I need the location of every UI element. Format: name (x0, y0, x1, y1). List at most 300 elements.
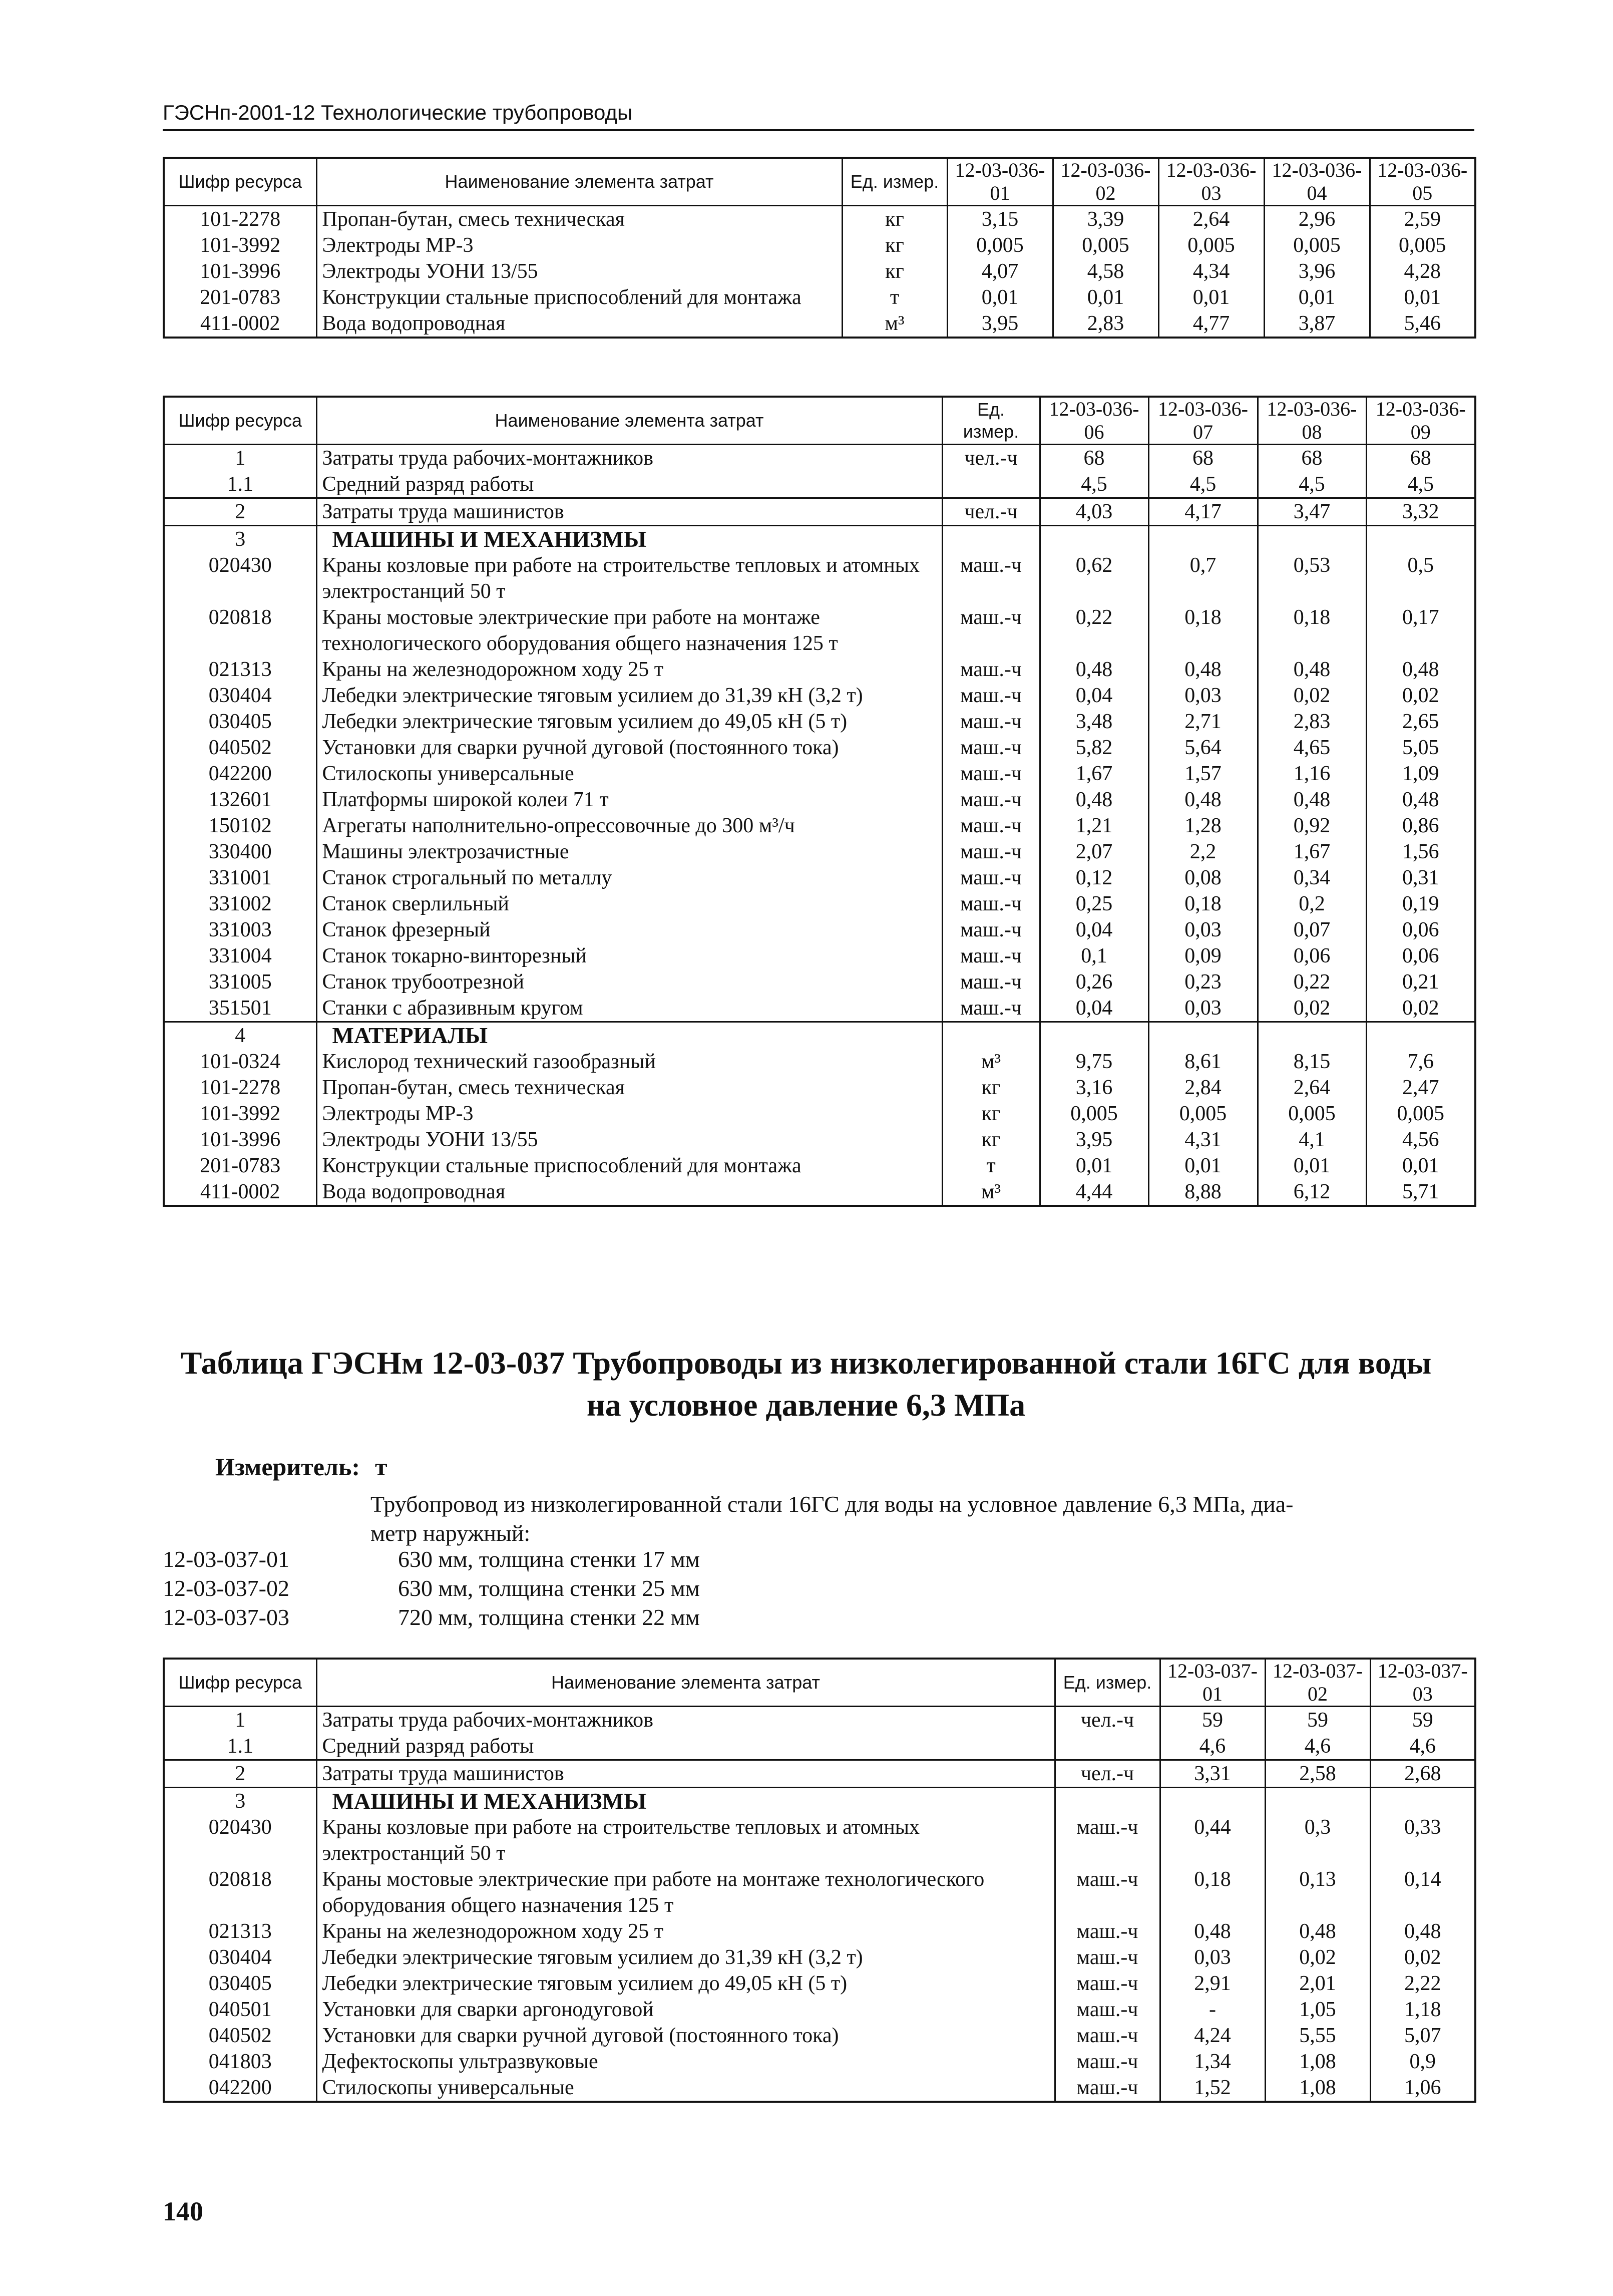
cell-value: 68 (1148, 445, 1258, 472)
cell-value: 0,19 (1366, 891, 1475, 917)
cell-name: Станок строгальный по металлу (316, 865, 942, 891)
cell-name: Станки с абразивным кругом (316, 995, 942, 1022)
cell-code: 411-0002 (164, 310, 316, 338)
cell-value: 0,48 (1258, 787, 1366, 813)
cell-value: 0,92 (1258, 813, 1366, 839)
cell-unit: м³ (942, 1179, 1040, 1206)
cell-value: 0,53 (1258, 552, 1366, 604)
cell-code: 2 (164, 498, 316, 526)
cell-unit: маш.-ч (942, 813, 1040, 839)
table-row (164, 604, 1475, 657)
table-row (164, 1814, 1475, 1866)
cell-value: 0,48 (1366, 787, 1475, 813)
variant-item (163, 1574, 700, 1603)
cell-code: 101-3992 (164, 1101, 316, 1127)
cell-value: 68 (1040, 445, 1148, 472)
cell-value: 3,39 (1053, 206, 1158, 233)
cell-name: Краны козловые при работе на строительстве тепловых и атомных электростанций 50 т (316, 1814, 1055, 1866)
cell-value: 8,61 (1148, 1049, 1258, 1075)
col-header-norm: 12-03-036-03 (1158, 158, 1264, 206)
col-header-name: Наименование элемента затрат (316, 158, 842, 206)
cell-value: 2,64 (1258, 1075, 1366, 1101)
cell-value: 9,75 (1040, 1049, 1148, 1075)
cell-value: 0,01 (1264, 284, 1370, 310)
cell-value: - (1160, 1997, 1265, 2023)
cell-name: МАТЕРИАЛЫ (316, 1022, 942, 1049)
cell-value: 3,47 (1258, 498, 1366, 526)
cell-value: 68 (1258, 445, 1366, 472)
cell-value: 0,5 (1366, 552, 1475, 604)
table-row (164, 2075, 1475, 2102)
cell-code: 1.1 (164, 1733, 316, 1760)
table-header-row (164, 397, 1475, 445)
cell-value: 0,48 (1040, 787, 1148, 813)
cell-unit (942, 471, 1040, 498)
cell-unit (942, 526, 1040, 553)
table-row (164, 1153, 1475, 1179)
cell-value: 0,33 (1370, 1814, 1475, 1866)
cell-value: 0,02 (1366, 995, 1475, 1022)
cell-unit: чел.-ч (942, 498, 1040, 526)
col-header-norm: 12-03-037-03 (1370, 1659, 1475, 1707)
cell-value: 0,005 (1158, 232, 1264, 258)
cell-value: 2,07 (1040, 839, 1148, 865)
variant-item (163, 1545, 700, 1574)
cell-value: 0,48 (1148, 787, 1258, 813)
cell-name: Кислород технический газообразный (316, 1049, 942, 1075)
cell-value: 4,34 (1158, 258, 1264, 284)
cell-name: Платформы широкой колеи 71 т (316, 787, 942, 813)
cell-code: 331005 (164, 969, 316, 995)
cell-code: 041803 (164, 2049, 316, 2075)
cell-value: 8,88 (1148, 1179, 1258, 1206)
cell-value: 0,86 (1366, 813, 1475, 839)
cell-unit: маш.-ч (942, 709, 1040, 735)
cell-unit (942, 1022, 1040, 1049)
cell-name: Электроды МР-3 (316, 1101, 942, 1127)
cell-name: Затраты труда рабочих-монтажников (316, 1707, 1055, 1734)
cell-value: 0,02 (1370, 1944, 1475, 1971)
cell-value: 0,09 (1148, 943, 1258, 969)
cell-code: 4 (164, 1022, 316, 1049)
cell-value: 0,18 (1258, 604, 1366, 657)
cell-value: 2,96 (1264, 206, 1370, 233)
cell-name: Станок сверлильный (316, 891, 942, 917)
cell-name: Станок токарно-винторезный (316, 943, 942, 969)
cell-code: 330400 (164, 839, 316, 865)
cell-unit: маш.-ч (1055, 2023, 1160, 2049)
cell-value: 3,87 (1264, 310, 1370, 338)
cell-code: 101-3996 (164, 258, 316, 284)
variant-item (163, 1603, 700, 1632)
table-title (125, 1342, 1487, 1426)
cell-unit: маш.-ч (1055, 1997, 1160, 2023)
cell-value: 59 (1370, 1707, 1475, 1734)
table-header-row (164, 158, 1475, 206)
cell-name: Краны мостовые электрические при работе на монтаже технологического оборудования общего назначения 125 т (316, 1866, 1055, 1918)
cell-unit: маш.-ч (942, 761, 1040, 787)
cell-name: Вода водопроводная (316, 310, 842, 338)
meter (215, 1452, 387, 1481)
cell-name: Агрегаты наполнительно-опрессовочные до 300 м³/ч (316, 813, 942, 839)
cell-value: 59 (1160, 1707, 1265, 1734)
col-header-norm: 12-03-037-01 (1160, 1659, 1265, 1707)
cell-value: 2,2 (1148, 839, 1258, 865)
cell-code: 040502 (164, 2023, 316, 2049)
cell-value: 0,23 (1148, 969, 1258, 995)
cell-value: 0,48 (1366, 657, 1475, 683)
cell-value: 4,5 (1040, 471, 1148, 498)
cell-value (1148, 1022, 1258, 1049)
col-header-norm: 12-03-036-08 (1258, 397, 1366, 445)
cell-value: 5,07 (1370, 2023, 1475, 2049)
cell-value (1040, 526, 1148, 553)
meter-value: т (375, 1453, 387, 1481)
cell-name: Краны козловые при работе на строительстве тепловых и атомных электростанций 50 т (316, 552, 942, 604)
cell-code: 030405 (164, 709, 316, 735)
resource-table-036-01-05 (163, 157, 1476, 339)
table-row (164, 206, 1475, 233)
cell-code: 101-3992 (164, 232, 316, 258)
cell-value (1258, 1022, 1366, 1049)
cell-value: 2,22 (1370, 1971, 1475, 1997)
cell-value: 3,16 (1040, 1075, 1148, 1101)
cell-value: 0,07 (1258, 917, 1366, 943)
cell-value: 0,18 (1160, 1866, 1265, 1918)
cell-name: Электроды МР-3 (316, 232, 842, 258)
cell-value: 1,56 (1366, 839, 1475, 865)
cell-name: Лебедки электрические тяговым усилием до 31,39 кН (3,2 т) (316, 683, 942, 709)
cell-value: 0,005 (1258, 1101, 1366, 1127)
table-row (164, 969, 1475, 995)
cell-value: 3,32 (1366, 498, 1475, 526)
cell-name: Установки для сварки аргонодуговой (316, 1997, 1055, 2023)
cell-name: Стилоскопы универсальные (316, 761, 942, 787)
cell-value: 0,02 (1258, 683, 1366, 709)
cell-value: 3,95 (1040, 1127, 1148, 1153)
cell-unit: маш.-ч (942, 839, 1040, 865)
cell-value: 4,6 (1370, 1733, 1475, 1760)
cell-value: 4,5 (1366, 471, 1475, 498)
cell-value: 4,24 (1160, 2023, 1265, 2049)
page-number: 140 (163, 2196, 203, 2226)
cell-value: 4,31 (1148, 1127, 1258, 1153)
table-row (164, 657, 1475, 683)
cell-unit: маш.-ч (1055, 1918, 1160, 1944)
cell-name: Дефектоскопы ультразвуковые (316, 2049, 1055, 2075)
cell-code: 020818 (164, 604, 316, 657)
table-row (164, 1707, 1475, 1734)
cell-unit: кг (942, 1127, 1040, 1153)
cell-value: 0,005 (1264, 232, 1370, 258)
cell-value: 0,02 (1366, 683, 1475, 709)
table-row (164, 1179, 1475, 1206)
cell-code: 150102 (164, 813, 316, 839)
cell-unit: чел.-ч (942, 445, 1040, 472)
cell-value: 0,06 (1366, 943, 1475, 969)
cell-value: 4,58 (1053, 258, 1158, 284)
cell-unit: маш.-ч (942, 552, 1040, 604)
cell-unit: м³ (842, 310, 947, 338)
cell-value: 3,31 (1160, 1760, 1265, 1788)
cell-value: 3,96 (1264, 258, 1370, 284)
cell-value: 1,06 (1370, 2075, 1475, 2102)
col-header-norm: 12-03-036-09 (1366, 397, 1475, 445)
cell-value: 5,71 (1366, 1179, 1475, 1206)
table-row (164, 552, 1475, 604)
cell-value: 5,82 (1040, 735, 1148, 761)
section-row (164, 1022, 1475, 1049)
table-row (164, 1944, 1475, 1971)
variant-code: 12-03-037-01 (163, 1546, 289, 1572)
cell-value: 6,12 (1258, 1179, 1366, 1206)
cell-value: 0,01 (1040, 1153, 1148, 1179)
cell-name: Электроды УОНИ 13/55 (316, 258, 842, 284)
table-title-line: Таблица ГЭСНм 12-03-037 Трубопроводы из низколегированной стали 16ГС для воды (180, 1345, 1432, 1381)
cell-value: 0,03 (1148, 995, 1258, 1022)
cell-value: 0,48 (1040, 657, 1148, 683)
table-row (164, 498, 1475, 526)
cell-name: МАШИНЫ И МЕХАНИЗМЫ (316, 526, 942, 553)
cell-value: 3,48 (1040, 709, 1148, 735)
col-header-unit: Ед. измер. (842, 158, 947, 206)
cell-code: 020430 (164, 1814, 316, 1866)
cell-value: 2,59 (1370, 206, 1475, 233)
cell-value: 0,08 (1148, 865, 1258, 891)
cell-value: 0,18 (1148, 891, 1258, 917)
cell-unit: маш.-ч (942, 735, 1040, 761)
table-body (164, 445, 1475, 1206)
table-row (164, 865, 1475, 891)
variant-text: 630 мм, толщина стенки 25 мм (398, 1575, 700, 1601)
cell-value: 0,005 (947, 232, 1053, 258)
table-title-line: на условное давление 6,3 МПа (586, 1387, 1026, 1423)
cell-name: Пропан-бутан, смесь техническая (316, 1075, 942, 1101)
cell-name: Пропан-бутан, смесь техническая (316, 206, 842, 233)
cell-value: 0,3 (1265, 1814, 1370, 1866)
cell-value: 0,01 (1258, 1153, 1366, 1179)
cell-code: 331001 (164, 865, 316, 891)
cell-unit: маш.-ч (942, 657, 1040, 683)
cell-name: Затраты труда машинистов (316, 498, 942, 526)
cell-value: 0,34 (1258, 865, 1366, 891)
table-row (164, 1971, 1475, 1997)
cell-value: 0,13 (1265, 1866, 1370, 1918)
cell-value: 1,28 (1148, 813, 1258, 839)
cell-name: Средний разряд работы (316, 1733, 1055, 1760)
cell-value: 3,95 (947, 310, 1053, 338)
cell-value: 2,65 (1366, 709, 1475, 735)
cell-code: 3 (164, 1788, 316, 1815)
cell-value: 4,28 (1370, 258, 1475, 284)
cell-value (1265, 1788, 1370, 1815)
table-row (164, 761, 1475, 787)
cell-name: Вода водопроводная (316, 1179, 942, 1206)
cell-value: 68 (1366, 445, 1475, 472)
cell-unit: маш.-ч (942, 604, 1040, 657)
cell-code: 020818 (164, 1866, 316, 1918)
section-row (164, 1788, 1475, 1815)
cell-value: 0,03 (1148, 917, 1258, 943)
cell-name: Установки для сварки ручной дуговой (постоянного тока) (316, 2023, 1055, 2049)
cell-unit: маш.-ч (1055, 1944, 1160, 1971)
cell-unit: маш.-ч (1055, 1971, 1160, 1997)
table-row (164, 683, 1475, 709)
cell-unit: кг (842, 258, 947, 284)
col-header-norm: 12-03-037-02 (1265, 1659, 1370, 1707)
table-row (164, 839, 1475, 865)
work-description (370, 1490, 1487, 1548)
cell-name: Затраты труда рабочих-монтажников (316, 445, 942, 472)
cell-code: 101-2278 (164, 206, 316, 233)
cell-value: 1,34 (1160, 2049, 1265, 2075)
cell-name: Лебедки электрические тяговым усилием до 31,39 кН (3,2 т) (316, 1944, 1055, 1971)
table-row (164, 735, 1475, 761)
cell-value: 0,06 (1258, 943, 1366, 969)
cell-value: 0,02 (1258, 995, 1366, 1022)
col-header-code: Шифр ресурса (164, 1659, 316, 1707)
cell-value: 0,01 (947, 284, 1053, 310)
cell-value (1040, 1022, 1148, 1049)
table-row (164, 1997, 1475, 2023)
table-row (164, 310, 1475, 338)
cell-value: 0,1 (1040, 943, 1148, 969)
col-header-unit: Ед. измер. (942, 397, 1040, 445)
cell-name: Электроды УОНИ 13/55 (316, 1127, 942, 1153)
cell-value: 1,05 (1265, 1997, 1370, 2023)
cell-code: 101-2278 (164, 1075, 316, 1101)
cell-value: 0,005 (1040, 1101, 1148, 1127)
cell-unit (1055, 1733, 1160, 1760)
cell-code: 020430 (164, 552, 316, 604)
table-row (164, 1760, 1475, 1788)
table-row (164, 1049, 1475, 1075)
cell-value: 4,07 (947, 258, 1053, 284)
cell-value: 0,03 (1148, 683, 1258, 709)
cell-value: 0,22 (1040, 604, 1148, 657)
cell-value: 0,25 (1040, 891, 1148, 917)
cell-value: 0,7 (1148, 552, 1258, 604)
cell-value: 2,01 (1265, 1971, 1370, 1997)
table-row (164, 1733, 1475, 1760)
cell-name: Краны мостовые электрические при работе на монтаже технологического оборудования общего назначения 125 т (316, 604, 942, 657)
col-header-unit: Ед. измер. (1055, 1659, 1160, 1707)
cell-value: 0,06 (1366, 917, 1475, 943)
cell-value: 1,08 (1265, 2075, 1370, 2102)
cell-unit: маш.-ч (942, 995, 1040, 1022)
table-header-row (164, 1659, 1475, 1707)
cell-code: 021313 (164, 657, 316, 683)
cell-unit: маш.-ч (942, 969, 1040, 995)
description-line: Трубопровод из низколегированной стали 16ГС для воды на условное давление 6,3 МПа, диа- (370, 1491, 1294, 1517)
cell-value: 4,17 (1148, 498, 1258, 526)
table-row (164, 787, 1475, 813)
cell-code: 351501 (164, 995, 316, 1022)
col-header-code: Шифр ресурса (164, 158, 316, 206)
cell-unit: маш.-ч (942, 917, 1040, 943)
cell-value: 4,77 (1158, 310, 1264, 338)
cell-value: 0,01 (1366, 1153, 1475, 1179)
table-row (164, 1866, 1475, 1918)
cell-value: 1,67 (1040, 761, 1148, 787)
cell-value: 0,01 (1370, 284, 1475, 310)
cell-value: 7,6 (1366, 1049, 1475, 1075)
table-row (164, 2023, 1475, 2049)
cell-value: 0,04 (1040, 917, 1148, 943)
cell-value: 0,26 (1040, 969, 1148, 995)
cell-value: 2,71 (1148, 709, 1258, 735)
cell-value: 1,52 (1160, 2075, 1265, 2102)
cell-value: 2,84 (1148, 1075, 1258, 1101)
table-row (164, 1918, 1475, 1944)
cell-code: 021313 (164, 1918, 316, 1944)
cell-name: Средний разряд работы (316, 471, 942, 498)
table-row (164, 284, 1475, 310)
running-title: ГЭСНп-2001-12 Технологические трубопроводы (163, 100, 1474, 131)
cell-value: 1,57 (1148, 761, 1258, 787)
cell-value: 5,55 (1265, 2023, 1370, 2049)
cell-value: 0,005 (1148, 1101, 1258, 1127)
cell-value: 4,6 (1160, 1733, 1265, 1760)
col-header-norm: 12-03-036-04 (1264, 158, 1370, 206)
cell-name: Краны на железнодорожном ходу 25 т (316, 1918, 1055, 1944)
cell-unit: т (842, 284, 947, 310)
table-row (164, 709, 1475, 735)
cell-name: Стилоскопы универсальные (316, 2075, 1055, 2102)
cell-value: 4,5 (1148, 471, 1258, 498)
cell-name: Установки для сварки ручной дуговой (постоянного тока) (316, 735, 942, 761)
cell-value: 1,67 (1258, 839, 1366, 865)
cell-value: 5,64 (1148, 735, 1258, 761)
cell-value: 0,48 (1148, 657, 1258, 683)
cell-code: 040502 (164, 735, 316, 761)
col-header-norm: 12-03-036-07 (1148, 397, 1258, 445)
cell-code: 030405 (164, 1971, 316, 1997)
cell-value: 2,64 (1158, 206, 1264, 233)
table-row (164, 1101, 1475, 1127)
cell-code: 411-0002 (164, 1179, 316, 1206)
table-row (164, 258, 1475, 284)
cell-value: 1,09 (1366, 761, 1475, 787)
resource-table-037 (163, 1658, 1476, 2103)
cell-value: 0,02 (1265, 1944, 1370, 1971)
table-row (164, 917, 1475, 943)
table-row (164, 471, 1475, 498)
cell-name: Конструкции стальные приспособлений для монтажа (316, 284, 842, 310)
cell-value: 1,18 (1370, 1997, 1475, 2023)
variant-code: 12-03-037-03 (163, 1604, 289, 1630)
col-header-name: Наименование элемента затрат (316, 397, 942, 445)
cell-value: 2,58 (1265, 1760, 1370, 1788)
cell-unit: маш.-ч (1055, 1814, 1160, 1866)
cell-unit: чел.-ч (1055, 1707, 1160, 1734)
cell-value: 0,2 (1258, 891, 1366, 917)
cell-code: 1 (164, 445, 316, 472)
cell-value: 0,48 (1265, 1918, 1370, 1944)
col-header-norm: 12-03-036-01 (947, 158, 1053, 206)
table-row (164, 1127, 1475, 1153)
cell-unit: маш.-ч (1055, 2049, 1160, 2075)
cell-value (1148, 526, 1258, 553)
cell-name: Станок трубоотрезной (316, 969, 942, 995)
cell-code: 2 (164, 1760, 316, 1788)
cell-value: 2,47 (1366, 1075, 1475, 1101)
col-header-code: Шифр ресурса (164, 397, 316, 445)
cell-code: 132601 (164, 787, 316, 813)
cell-value: 4,1 (1258, 1127, 1366, 1153)
cell-name: Конструкции стальные приспособлений для монтажа (316, 1153, 942, 1179)
cell-name: МАШИНЫ И МЕХАНИЗМЫ (316, 1788, 1055, 1815)
